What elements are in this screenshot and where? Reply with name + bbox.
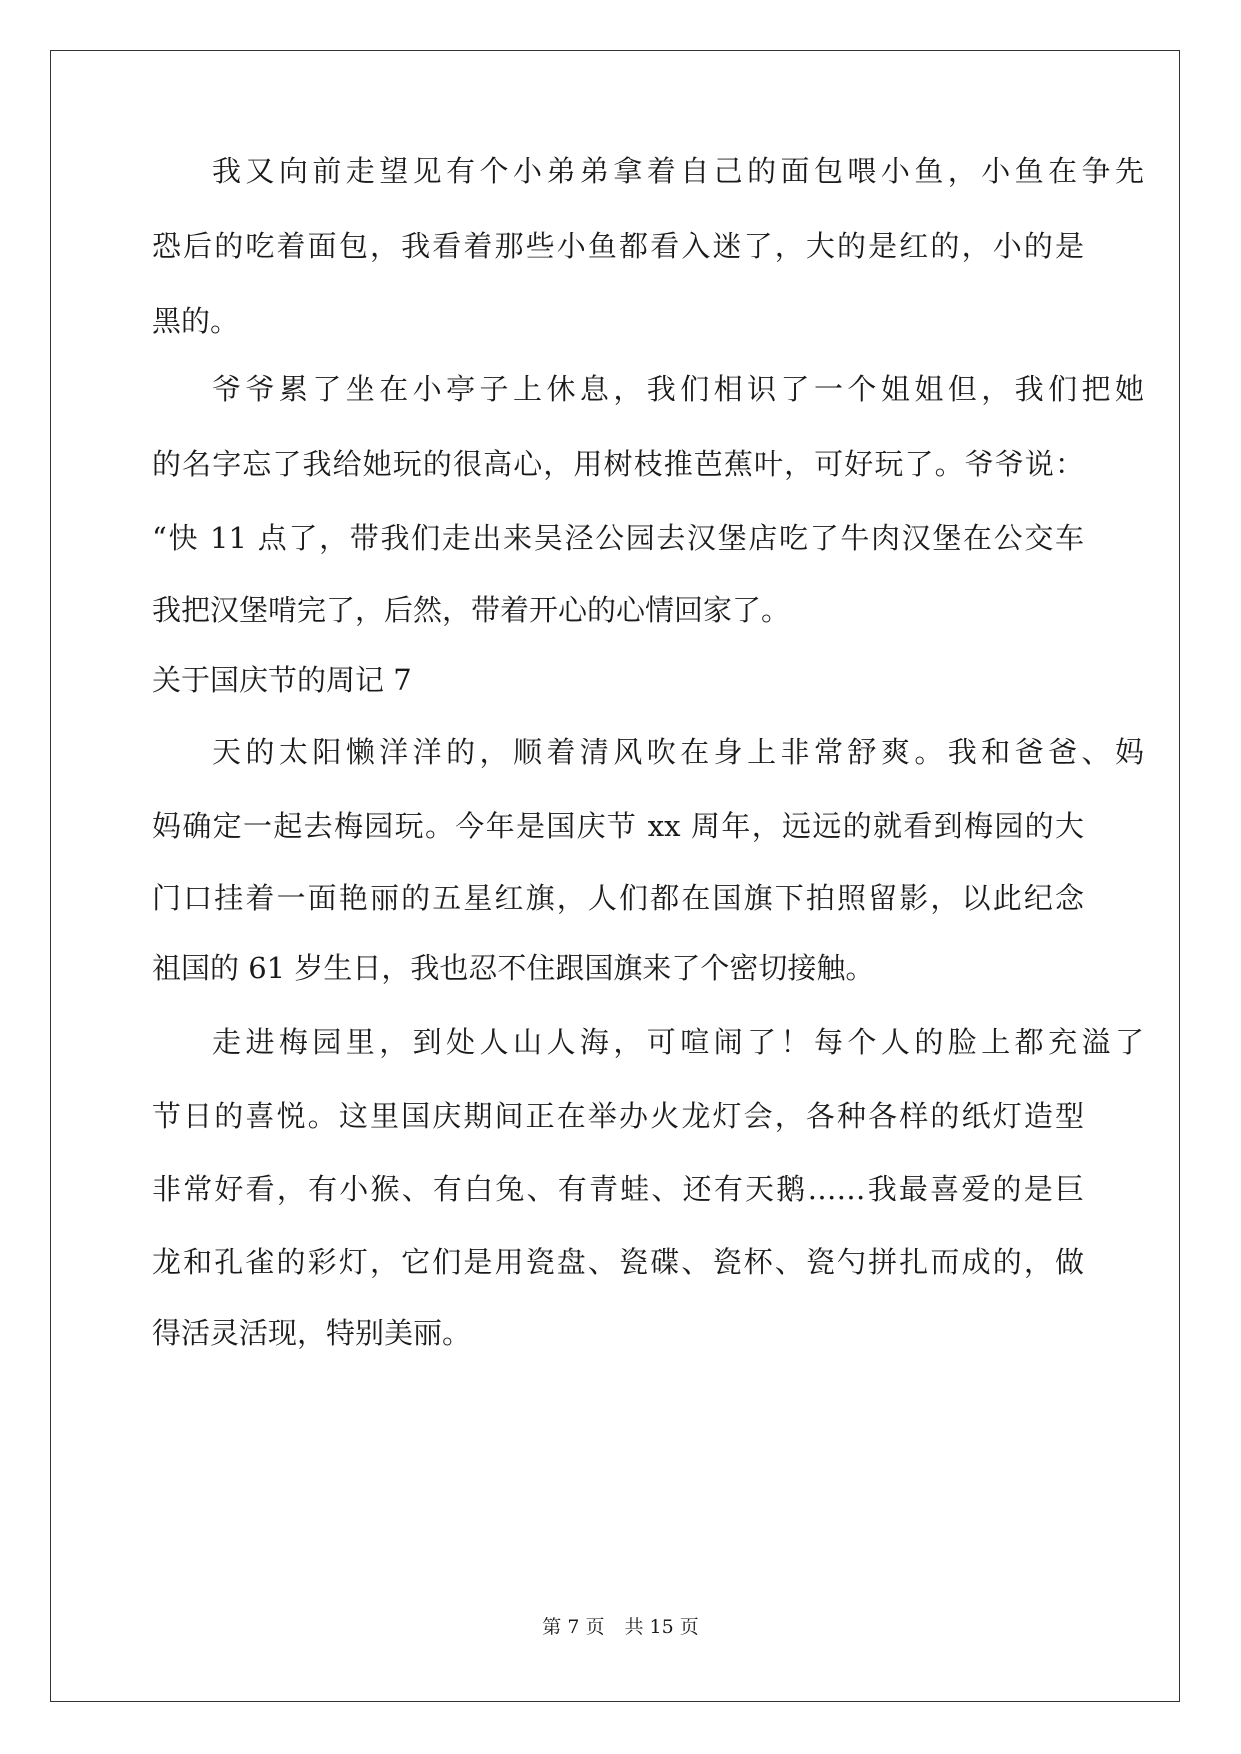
section-heading: 关于国庆节的周记 7: [152, 663, 412, 697]
paragraph-line: 天的太阳懒洋洋的，顺着清风吹在身上非常舒爽。我和爸爸、妈: [212, 735, 1144, 769]
paragraph-line: 黑的。: [152, 304, 240, 338]
paragraph-line: 走进梅园里，到处人山人海，可喧闹了！每个人的脸上都充溢了: [212, 1025, 1144, 1059]
paragraph-line: 节日的喜悦。这里国庆期间正在举办火龙灯会，各种各样的纸灯造型: [152, 1099, 1084, 1133]
paragraph-line: 爷爷累了坐在小亭子上休息，我们相识了一个姐姐但，我们把她: [212, 372, 1144, 406]
paragraph-line: 的名字忘了我给她玩的很高心，用树枝推芭蕉叶，可好玩了。爷爷说：: [152, 447, 1084, 481]
page-border: [50, 50, 1180, 1702]
paragraph-line: 门口挂着一面艳丽的五星红旗，人们都在国旗下拍照留影，以此纪念: [152, 881, 1084, 915]
paragraph-line: 非常好看，有小猴、有白兔、有青蛙、还有天鹅……我最喜爱的是巨: [152, 1172, 1084, 1206]
page-number: 第 7 页: [542, 1616, 605, 1638]
paragraph-line: 我把汉堡啃完了，后然，带着开心的心情回家了。: [152, 593, 791, 627]
page-total: 共 15 页: [624, 1616, 699, 1638]
paragraph-line: 恐后的吃着面包，我看着那些小鱼都看入迷了，大的是红的，小的是: [152, 229, 1084, 263]
page-footer: [0, 1614, 1241, 1640]
paragraph-line: 祖国的 61 岁生日，我也忍不住跟国旗来了个密切接触。: [152, 951, 875, 985]
paragraph-line: 得活灵活现，特别美丽。: [152, 1316, 472, 1350]
paragraph-line: 妈确定一起去梅园玩。今年是国庆节 xx 周年，远远的就看到梅园的大: [152, 809, 1084, 843]
paragraph-line: 我又向前走望见有个小弟弟拿着自己的面包喂小鱼，小鱼在争先: [212, 154, 1144, 188]
paragraph-line: “快 11 点了，带我们走出来吴泾公园去汉堡店吃了牛肉汉堡在公交车: [152, 521, 1084, 555]
paragraph-line: 龙和孔雀的彩灯，它们是用瓷盘、瓷碟、瓷杯、瓷勺拼扎而成的，做: [152, 1245, 1084, 1279]
